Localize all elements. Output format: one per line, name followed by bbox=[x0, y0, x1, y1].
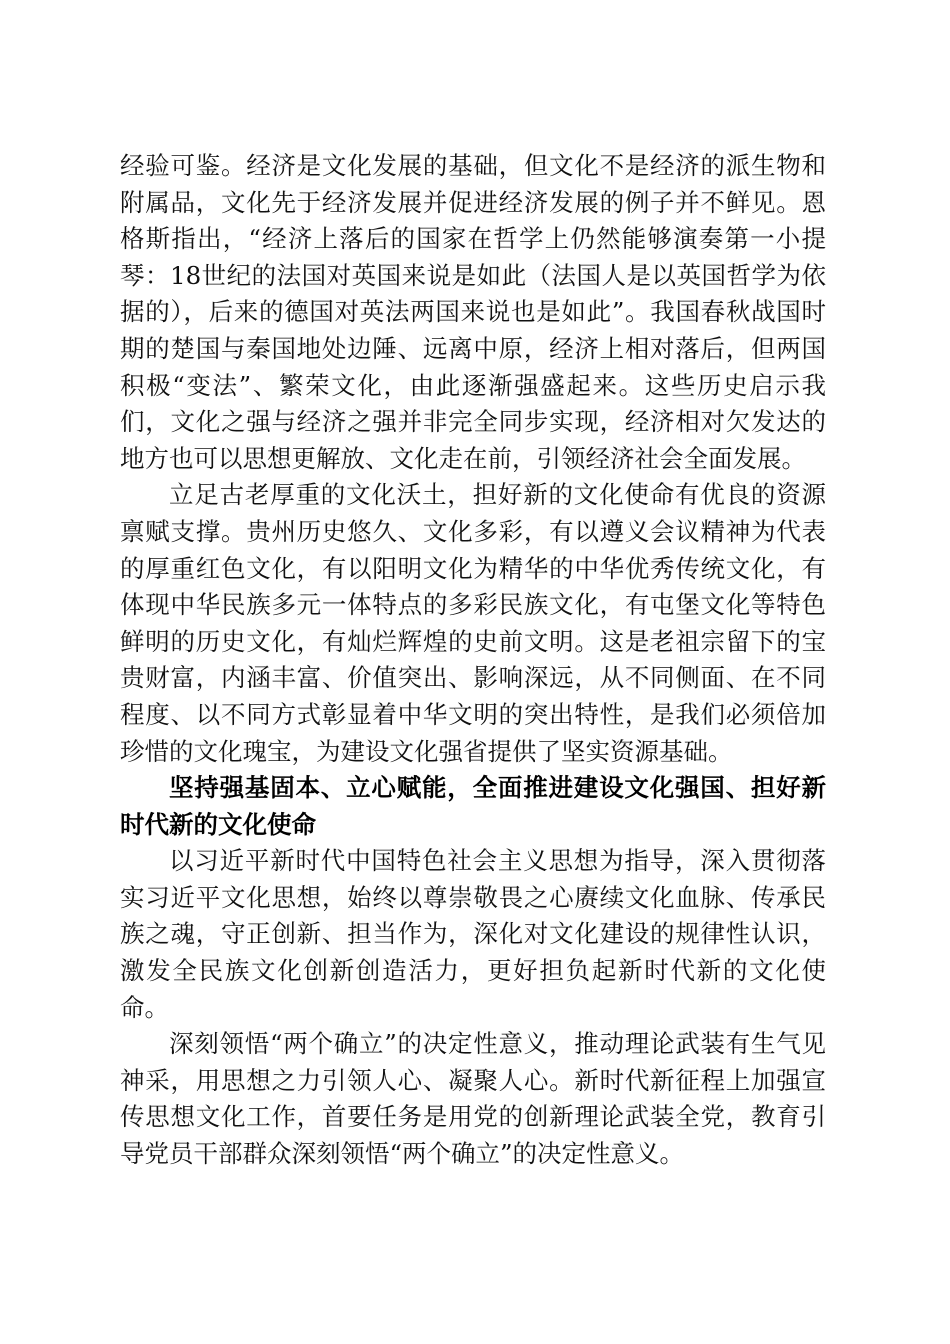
body-paragraph-4: 深刻领悟“两个确立”的决定性意义，推动理论武装有生气见神采，用思想之力引领人心、凝聚人心。新时代新征程上加强宣传思想文化工作，首要任务是用党的创新理论武装全党，教育引导党员干部群众深刻领悟“两个确立”的决定性意义。 bbox=[120, 1029, 826, 1169]
body-paragraph-3: 以习近平新时代中国特色社会主义思想为指导，深入贯彻落实习近平文化思想，始终以尊崇敬畏之心赓续文化血脉、传承民族之魂，守正创新、担当作为，深化对文化建设的规律性认识，激发全民族文化创新创造活力，更好担负起新时代新的文化使命。 bbox=[120, 846, 826, 1022]
body-paragraph-2: 立足古老厚重的文化沃土，担好新的文化使命有优良的资源禀赋支撑。贵州历史悠久、文化多彩，有以遵义会议精神为代表的厚重红色文化，有以阳明文化为精华的中华优秀传统文化，有体现中华民族多元一体特点的多彩民族文化，有屯堡文化等特色鲜明的历史文化，有灿烂辉煌的史前文明。这是老祖宗留下的宝贵财富，内涵丰富、价值突出、影响深远，从不同侧面、在不同程度、以不同方式彰显着中华文明的突出特性，是我们必须倍加珍惜的文化瑰宝，为建设文化强省提供了坚实资源基础。 bbox=[120, 480, 826, 766]
body-paragraph-1: 经验可鉴。经济是文化发展的基础，但文化不是经济的派生物和附属品，文化先于经济发展并促进经济发展的例子并不鲜见。恩格斯指出，“经济上落后的国家在哲学上仍然能够演奏第一小提琴：18世纪的法国对英国来说是如此（法国人是以英国哲学为依据的），后来的德国对英法两国来说也是如此”。我国春秋战国时期的楚国与秦国地处边陲、远离中原，经济上相对落后，但两国积极“变法”、繁荣文化，由此逐渐强盛起来。这些历史启示我们，文化之强与经济之强并非完全同步实现，经济相对欠发达的地方也可以思想更解放、文化走在前，引领经济社会全面发展。 bbox=[120, 151, 826, 473]
document-page bbox=[120, 148, 826, 1173]
section-heading: 坚持强基固本、立心赋能，全面推进建设文化强国、担好新时代新的文化使命 bbox=[120, 773, 826, 839]
